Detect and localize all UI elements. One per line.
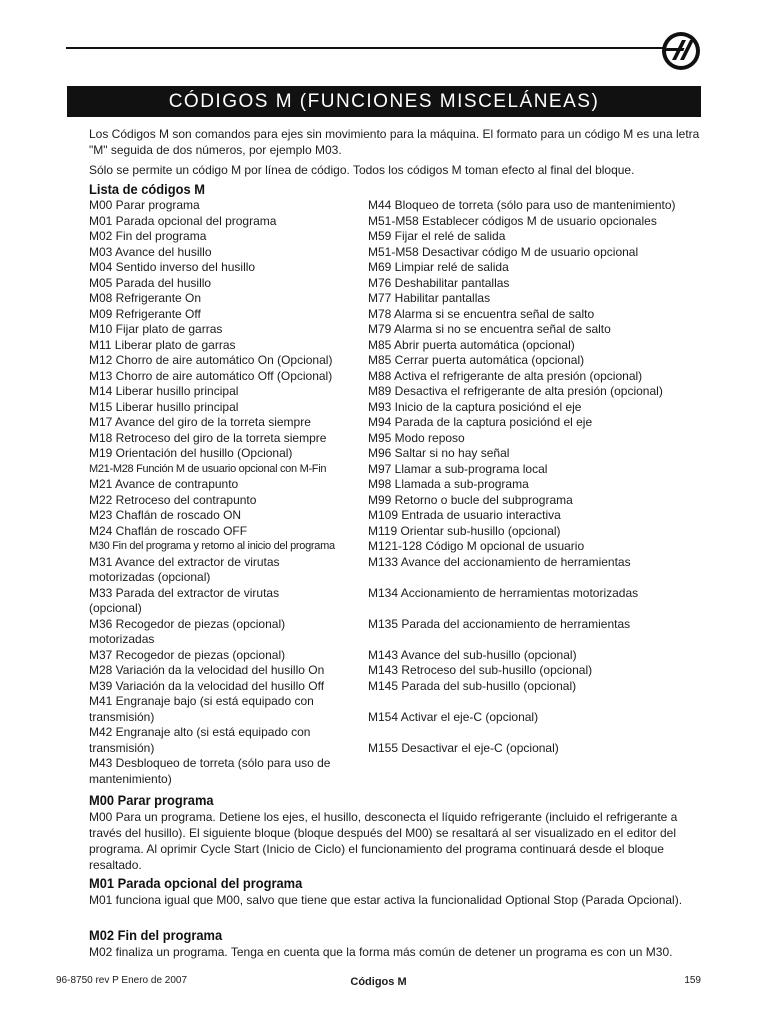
mcode-list-item: M79 Alarma si no se encuentra señal de salto (368, 322, 611, 336)
mcode-list-item: M133 Avance del accionamiento de herramientas (368, 554, 631, 569)
mcode-list-right (368, 198, 704, 756)
mcode-list-item: mantenimiento) (89, 771, 172, 786)
mcode-list-item: M135 Parada del accionamiento de herramientas (368, 616, 631, 631)
mcode-list-item: M94 Parada de la captura posiciónd el eje (368, 415, 593, 429)
section-heading: M00 Parar programa (89, 792, 214, 808)
mcode-list-item: M119 Orientar sub-husillo (opcional) (368, 523, 561, 538)
mcode-list-item: transmisión) (89, 740, 155, 755)
mcode-list-item: M69 Limpiar relé de salida (368, 260, 509, 274)
mcode-list-left (89, 198, 371, 787)
intro-paragraph: Sólo se permite un código M por línea de código. Todos los códigos M toman efecto al final del bloque. (89, 163, 635, 177)
mcode-list-item: M21 Avance de contrapunto (89, 477, 239, 491)
mcode-list-item (368, 601, 704, 617)
mcode-list-item: M08 Refrigerante On (89, 291, 202, 305)
mcode-list-item: M85 Cerrar puerta automática (opcional) (368, 353, 585, 367)
mcode-list-item: M44 Bloqueo de torreta (sólo para uso de mantenimiento) (368, 198, 676, 212)
mcode-list-item: M23 Chaflán de roscado ON (89, 508, 242, 522)
mcode-list-item: M88 Activa el refrigerante de alta presión (opcional) (368, 368, 643, 383)
mcode-list-item: M02 Fin del programa (89, 229, 207, 243)
section-body: M00 Para un programa. Detiene los ejes, el husillo, desconecta el líquido refrigerante (incluido el refrigerante a través del husillo). El siguiente bloque (bloque después del M00) se resaltará al ser visualizado en el editor del programa. Al oprimir Cycle Start (Inicio de Ciclo) el funcionamiento del programa continuará desde el bloque resaltado. (89, 810, 678, 872)
footer-section-title: Códigos M (350, 976, 407, 988)
mcode-list-item: M145 Parada del sub-husillo (opcional) (368, 678, 577, 693)
mcode-list-item (368, 570, 704, 586)
mcode-list-item: M04 Sentido inverso del husillo (89, 260, 256, 274)
section-heading: M02 Fin del programa (89, 927, 223, 943)
mcode-list-item: M33 Parada del extractor de virutas (89, 585, 280, 600)
page-title-bar (67, 86, 701, 117)
mcode-list-item: M41 Engranaje bajo (si está equipado con (89, 694, 314, 708)
mcode-list-item: M77 Habilitar pantallas (368, 291, 491, 305)
mcode-list-item: M00 Parar programa (89, 198, 200, 212)
doc-reference: 96-8750 rev P Enero de 2007 (56, 975, 188, 986)
mcode-list-item: M89 Desactiva el refrigerante de alta presión (opcional) (368, 384, 663, 398)
mcode-list-item: M43 Desbloqueo de torreta (sólo para uso de (89, 756, 331, 770)
intro-text (89, 126, 704, 182)
mcode-list-item: M121-128 Código M opcional de usuario (368, 539, 585, 553)
mcode-list-item: M30 Fin del programa y retorno al inicio del programa (89, 540, 335, 552)
mcode-list-item: M03 Avance del husillo (89, 244, 212, 259)
mcode-list-item: M21-M28 Función M de usuario opcional con M-Fin (89, 462, 327, 475)
mcode-list-item: M98 Llamada a sub-programa (368, 477, 529, 491)
mcode-list-item (368, 632, 704, 648)
mcode-list-item: M10 Fijar plato de garras (89, 322, 223, 336)
mcode-list-item: M17 Avance del giro de la torreta siempre (89, 415, 311, 429)
mcode-list-item: M51-M58 Desactivar código M de usuario opcional (368, 244, 639, 259)
mcode-list-item: M78 Alarma si se encuentra señal de salto (368, 306, 595, 321)
mcode-list-item: M59 Fijar el relé de salida (368, 229, 506, 243)
mcode-list-item: M134 Accionamiento de herramientas motorizadas (368, 585, 639, 600)
page-title: CÓDIGOS M (FUNCIONES MISCELÁNEAS) (168, 90, 600, 112)
mcode-list-item: M36 Recogedor de piezas (opcional) (89, 616, 286, 631)
header-rule (66, 47, 666, 49)
mcode-list-item: M143 Retroceso del sub-husillo (opcional) (368, 663, 593, 677)
mcode-list-item: M05 Parada del husillo (89, 275, 212, 290)
mcode-list-item: M95 Modo reposo (368, 430, 465, 445)
mcode-list-item: transmisión) (89, 709, 155, 724)
mcode-list-item: M51-M58 Establecer códigos M de usuario opcionales (368, 213, 657, 228)
mcode-list-item: M15 Liberar husillo principal (89, 399, 239, 414)
mcode-list-item: M28 Variación da la velocidad del husillo On (89, 663, 325, 677)
haas-logo-icon (660, 30, 702, 72)
mcode-list-item: M154 Activar el eje-C (opcional) (368, 709, 539, 724)
mcode-list-item: M13 Chorro de aire automático Off (Opcional) (89, 368, 333, 383)
mcode-list-item: M19 Orientación del husillo (Opcional) (89, 446, 293, 460)
mcode-list-item: M37 Recogedor de piezas (opcional) (89, 647, 286, 662)
section-m01 (89, 875, 704, 908)
mcode-list-item (368, 694, 704, 710)
mcode-list-item: M85 Abrir puerta automática (opcional) (368, 337, 575, 352)
section-heading: M01 Parada opcional del programa (89, 875, 303, 891)
mcode-list-item: M22 Retroceso del contrapunto (89, 492, 257, 507)
mcode-list-item: M93 Inicio de la captura posiciónd el eje (368, 399, 582, 414)
mcode-list-item: M31 Avance del extractor de virutas (89, 554, 280, 569)
intro-paragraph: Los Códigos M son comandos para ejes sin movimiento para la máquina. El formato para un código M es una letra "M" seguida de dos números, por ejemplo M03. (89, 127, 700, 157)
mcode-list-item: M96 Saltar si no hay señal (368, 446, 510, 460)
mcode-list-item: M09 Refrigerante Off (89, 306, 201, 321)
section-m00 (89, 792, 704, 873)
mcode-list-item: motorizadas (89, 632, 155, 646)
section-m02 (89, 927, 704, 960)
page-footer (56, 975, 701, 991)
mcode-list-item: M01 Parada opcional del programa (89, 213, 277, 228)
mcode-list-item: M24 Chaflán de roscado OFF (89, 523, 248, 538)
mcode-list-item: M14 Liberar husillo principal (89, 384, 239, 398)
mcode-list-item: M18 Retroceso del giro de la torreta siempre (89, 430, 327, 445)
mcode-list-item: M99 Retorno o bucle del subprograma (368, 492, 573, 507)
mcode-list-item: (opcional) (89, 601, 142, 615)
page-number: 159 (684, 975, 701, 986)
section-body: M02 finaliza un programa. Tenga en cuenta que la forma más común de detener un programa es con un M30. (89, 945, 673, 959)
mcode-list-item (368, 725, 704, 741)
mcode-list-item: M109 Entrada de usuario interactiva (368, 508, 561, 522)
mcode-list-item: motorizadas (opcional) (89, 570, 211, 584)
mcode-list-item: M42 Engranaje alto (si está equipado con (89, 725, 311, 739)
mcode-list-item: M11 Liberar plato de garras (89, 337, 236, 352)
list-heading: Lista de códigos M (89, 181, 205, 197)
mcode-list-item: M143 Avance del sub-husillo (opcional) (368, 647, 577, 662)
mcode-list-item: M39 Variación da la velocidad del husillo Off (89, 678, 325, 693)
section-body: M01 funciona igual que M00, salvo que tiene que estar activa la funcionalidad Optional Stop (Parada Opcional). (89, 893, 683, 907)
mcode-list-item: M155 Desactivar el eje-C (opcional) (368, 740, 559, 755)
mcode-list-item: M12 Chorro de aire automático On (Opcional) (89, 353, 333, 367)
mcode-list-item: M76 Deshabilitar pantallas (368, 275, 510, 290)
mcode-list-item: M97 Llamar a sub-programa local (368, 461, 548, 476)
